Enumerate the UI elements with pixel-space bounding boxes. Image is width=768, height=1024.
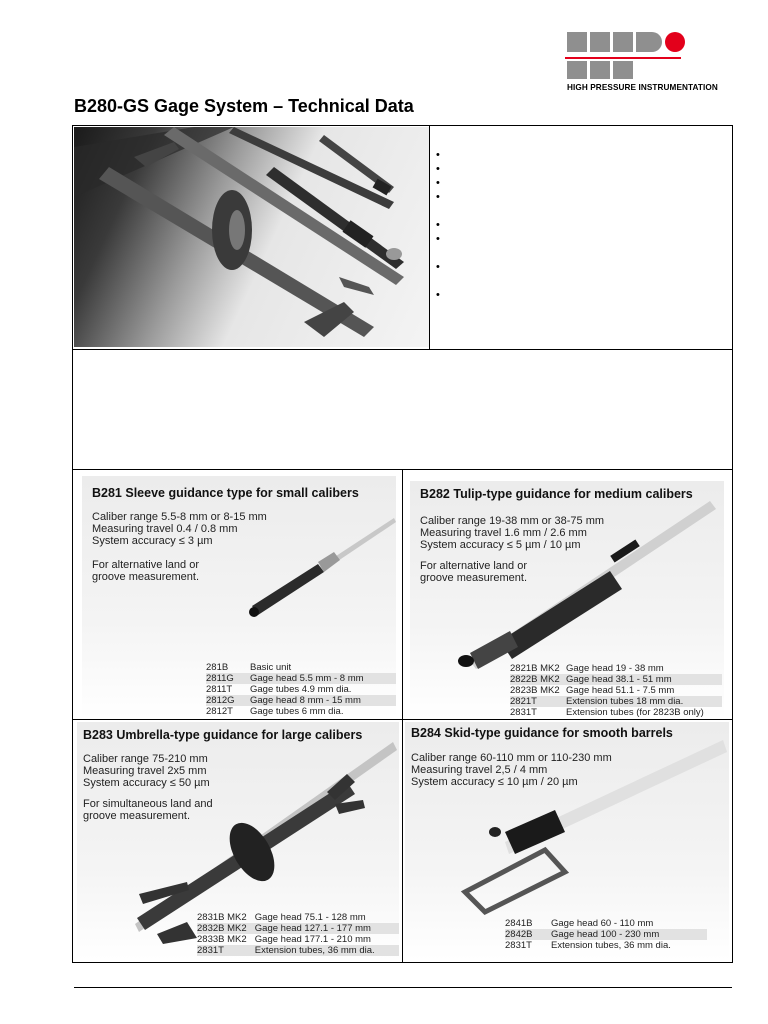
- table-row: [206, 662, 396, 673]
- part-number: 2821T: [510, 696, 566, 707]
- part-number: 2811G: [206, 673, 250, 684]
- table-row: [510, 696, 722, 707]
- panel-title: B283 Umbrella-type guidance for large calibers: [83, 728, 363, 742]
- part-description: Gage head 5.5 mm - 8 mm: [250, 673, 396, 684]
- part-number: 2831B MK2: [197, 912, 247, 923]
- bullet: •: [436, 219, 440, 231]
- spec-line: Caliber range 5.5-8 mm or 8-15 mm: [92, 511, 267, 523]
- bullet: •: [436, 233, 440, 245]
- part-description: Gage head 177.1 - 210 mm: [254, 934, 371, 945]
- part-number: 2832B MK2: [197, 923, 255, 934]
- table-row: [197, 934, 399, 945]
- table-row: [510, 663, 722, 674]
- part-number: 2811T: [206, 684, 233, 695]
- part-description: Basic unit: [250, 662, 292, 673]
- part-number: 2821B MK2: [510, 663, 560, 674]
- divider: [73, 349, 732, 350]
- company-logo: [565, 30, 735, 94]
- note-line: groove measurement.: [92, 571, 199, 583]
- spec-line: Caliber range 75-210 mm: [83, 753, 208, 765]
- spec-line: Caliber range 60-110 mm or 110-230 mm: [411, 752, 612, 764]
- part-number: 2831T: [197, 945, 255, 956]
- part-number: 2842B: [505, 929, 551, 940]
- table-row: [197, 945, 399, 956]
- gage-system-photo: [74, 127, 429, 347]
- table-row: [505, 929, 707, 940]
- table-row: [510, 685, 722, 696]
- panel-title: B284 Skid-type guidance for smooth barrels: [411, 726, 673, 740]
- part-description: Gage head 100 - 230 mm: [551, 929, 707, 940]
- note-line: For alternative land or: [92, 559, 199, 571]
- spec-line: System accuracy ≤ 50 µm: [83, 777, 210, 789]
- part-description: Extension tubes (for 2823B only): [566, 707, 704, 718]
- spec-line: Measuring travel 0.4 / 0.8 mm: [92, 523, 238, 535]
- part-number: 2812G: [206, 695, 250, 706]
- spec-line: System accuracy ≤ 5 µm / 10 µm: [420, 539, 581, 551]
- note-line: For simultaneous land and: [83, 798, 213, 810]
- panel-title: B282 Tulip-type guidance for medium calibers: [420, 487, 693, 501]
- table-row: [505, 940, 707, 951]
- panel-b281: [82, 476, 396, 718]
- panel-b284: [405, 722, 729, 960]
- spec-line: Measuring travel 2x5 mm: [83, 765, 207, 777]
- parts-table: [206, 662, 396, 717]
- part-number: 2822B MK2: [510, 674, 566, 685]
- table-row: [505, 918, 707, 929]
- part-number: 281B: [206, 662, 229, 673]
- divider: [402, 470, 403, 962]
- part-number: 2812T: [206, 706, 233, 717]
- part-number: 2823B MK2: [510, 685, 560, 696]
- part-number: 2831T: [505, 940, 532, 951]
- table-row: [510, 707, 722, 718]
- divider: [429, 126, 430, 349]
- spec-line: Measuring travel 2,5 / 4 mm: [411, 764, 548, 776]
- parts-table: [510, 663, 722, 718]
- bullet: •: [436, 191, 440, 203]
- note-line: For alternative land or: [420, 560, 527, 572]
- part-description: Extension tubes 18 mm dia.: [566, 696, 722, 707]
- bullet: •: [436, 177, 440, 189]
- part-description: Extension tubes, 36 mm dia.: [255, 945, 399, 956]
- part-description: Gage head 60 - 110 mm: [551, 918, 654, 929]
- part-description: Gage head 38.1 - 51 mm: [566, 674, 722, 685]
- part-number: 2841B: [505, 918, 533, 929]
- part-number: 2833B MK2: [197, 934, 247, 945]
- table-row: [197, 923, 399, 934]
- table-row: [197, 912, 399, 923]
- panel-title: B281 Sleeve guidance type for small calibers: [92, 486, 359, 500]
- table-row: [510, 674, 722, 685]
- bullet: •: [436, 289, 440, 301]
- part-description: Gage head 19 - 38 mm: [566, 663, 664, 674]
- panel-b283: [77, 722, 399, 960]
- table-row: [206, 673, 396, 684]
- part-number: 2831T: [510, 707, 537, 718]
- part-description: Gage tubes 4.9 mm dia.: [250, 684, 352, 695]
- part-description: Gage head 75.1 - 128 mm: [254, 912, 366, 923]
- panel-b282: [410, 481, 724, 718]
- bullet: •: [436, 163, 440, 175]
- table-row: [206, 706, 396, 717]
- part-description: Gage head 8 mm - 15 mm: [250, 695, 396, 706]
- spec-line: Measuring travel 1.6 mm / 2.6 mm: [420, 527, 587, 539]
- note-line: groove measurement.: [83, 810, 190, 822]
- bullet: •: [436, 261, 440, 273]
- page-title: B280-GS Gage System – Technical Data: [74, 96, 414, 116]
- table-row: [206, 684, 396, 695]
- note-line: groove measurement.: [420, 572, 527, 584]
- part-description: Gage tubes 6 mm dia.: [250, 706, 344, 717]
- divider: [73, 719, 732, 720]
- spec-line: System accuracy ≤ 3 µm: [92, 535, 213, 547]
- spec-line: System accuracy ≤ 10 µm / 20 µm: [411, 776, 578, 788]
- table-row: [206, 695, 396, 706]
- logo-tagline: HIGH PRESSURE INSTRUMENTATION: [567, 83, 718, 92]
- part-description: Gage head 127.1 - 177 mm: [255, 923, 399, 934]
- logo-red-dot: [665, 32, 685, 52]
- footer-rule: [74, 987, 732, 988]
- bullet: •: [436, 149, 440, 161]
- part-description: Extension tubes, 36 mm dia.: [551, 940, 671, 951]
- spec-line: Caliber range 19-38 mm or 38-75 mm: [420, 515, 605, 527]
- part-description: Gage head 51.1 - 7.5 mm: [566, 685, 675, 696]
- parts-table: [197, 912, 399, 956]
- parts-table: [505, 918, 707, 951]
